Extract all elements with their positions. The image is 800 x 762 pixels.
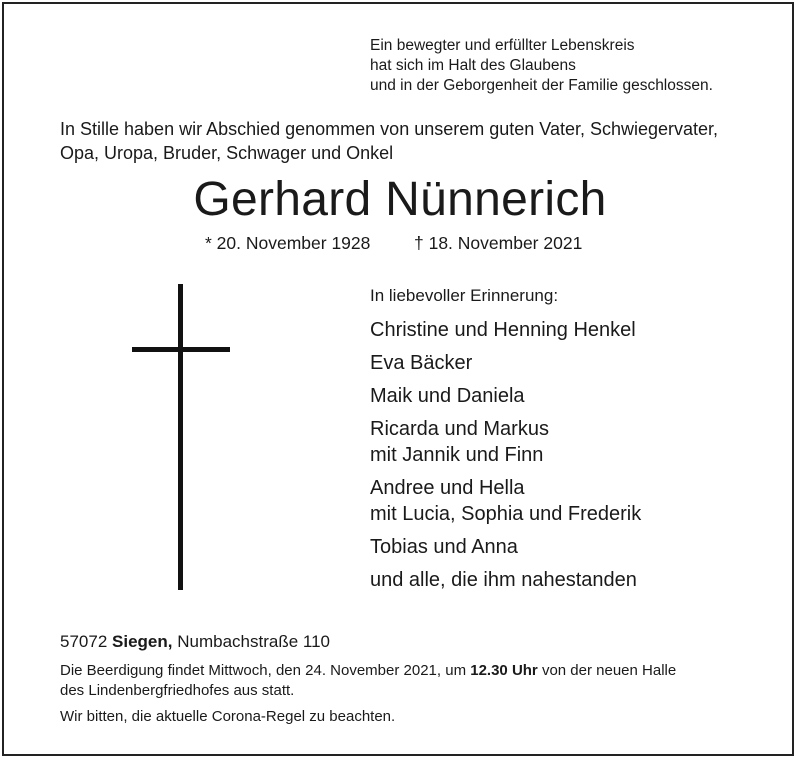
address-city: Siegen, [112, 632, 173, 651]
address [60, 631, 330, 653]
intro-line: In Stille haben wir Abschied genommen von unserem guten Vater, Schwiegervater, [60, 119, 719, 139]
memory-label: In liebevoller Erinnerung: [370, 286, 559, 305]
intro-line: Opa, Uropa, Bruder, Schwager und Onkel [60, 143, 394, 163]
mourner-entry [370, 416, 641, 468]
verse-line: und in der Geborgenheit der Familie geschlossen. [370, 77, 713, 94]
mourner-entry [370, 350, 641, 376]
address-zip: 57072 [60, 632, 108, 651]
corona-note: Wir bitten, die aktuelle Corona-Regel zu beachten. [60, 708, 396, 725]
mourner-line: mit Jannik und Finn [370, 444, 544, 466]
mourner-entry [370, 475, 641, 527]
funeral-time: 12.30 Uhr [470, 662, 538, 679]
mourner-line: Andree und Hella [370, 477, 525, 499]
mourner-line: Eva Bäcker [370, 352, 473, 374]
mourner-entry [370, 317, 641, 343]
cross-vertical-bar [178, 284, 183, 590]
mourner-line: mit Lucia, Sophia und Frederik [370, 503, 642, 525]
verse [370, 36, 713, 96]
verse-line: Ein bewegter und erfüllter Lebenskreis [370, 37, 635, 54]
mourner-line: und alle, die ihm nahestanden [370, 569, 637, 591]
deceased-name: Gerhard Nünnerich [193, 173, 607, 226]
mourners-list [370, 317, 641, 600]
mourner-entry [370, 567, 641, 593]
mourner-line: Christine und Henning Henkel [370, 319, 636, 341]
funeral-text-before: Die Beerdigung findet Mittwoch, den 24. November 2021, um [60, 662, 467, 679]
verse-line: hat sich im Halt des Glaubens [370, 57, 576, 74]
birth-date: * 20. November 1928 [205, 233, 371, 253]
mourner-line: Maik und Daniela [370, 385, 525, 407]
mourner-entry [370, 534, 641, 560]
funeral-info [60, 661, 676, 701]
mourner-line: Ricarda und Markus [370, 418, 549, 440]
funeral-text-after: von der neuen Halle [541, 662, 677, 679]
mourner-line: Tobias und Anna [370, 536, 518, 558]
funeral-line-2: des Lindenbergfriedhofes aus statt. [60, 682, 295, 699]
mourner-entry [370, 383, 641, 409]
intro-text [60, 117, 718, 165]
death-date: † 18. November 2021 [414, 233, 583, 253]
funeral-line [60, 661, 676, 681]
address-street: Numbachstraße 110 [177, 632, 330, 651]
cross-horizontal-bar [132, 347, 230, 352]
